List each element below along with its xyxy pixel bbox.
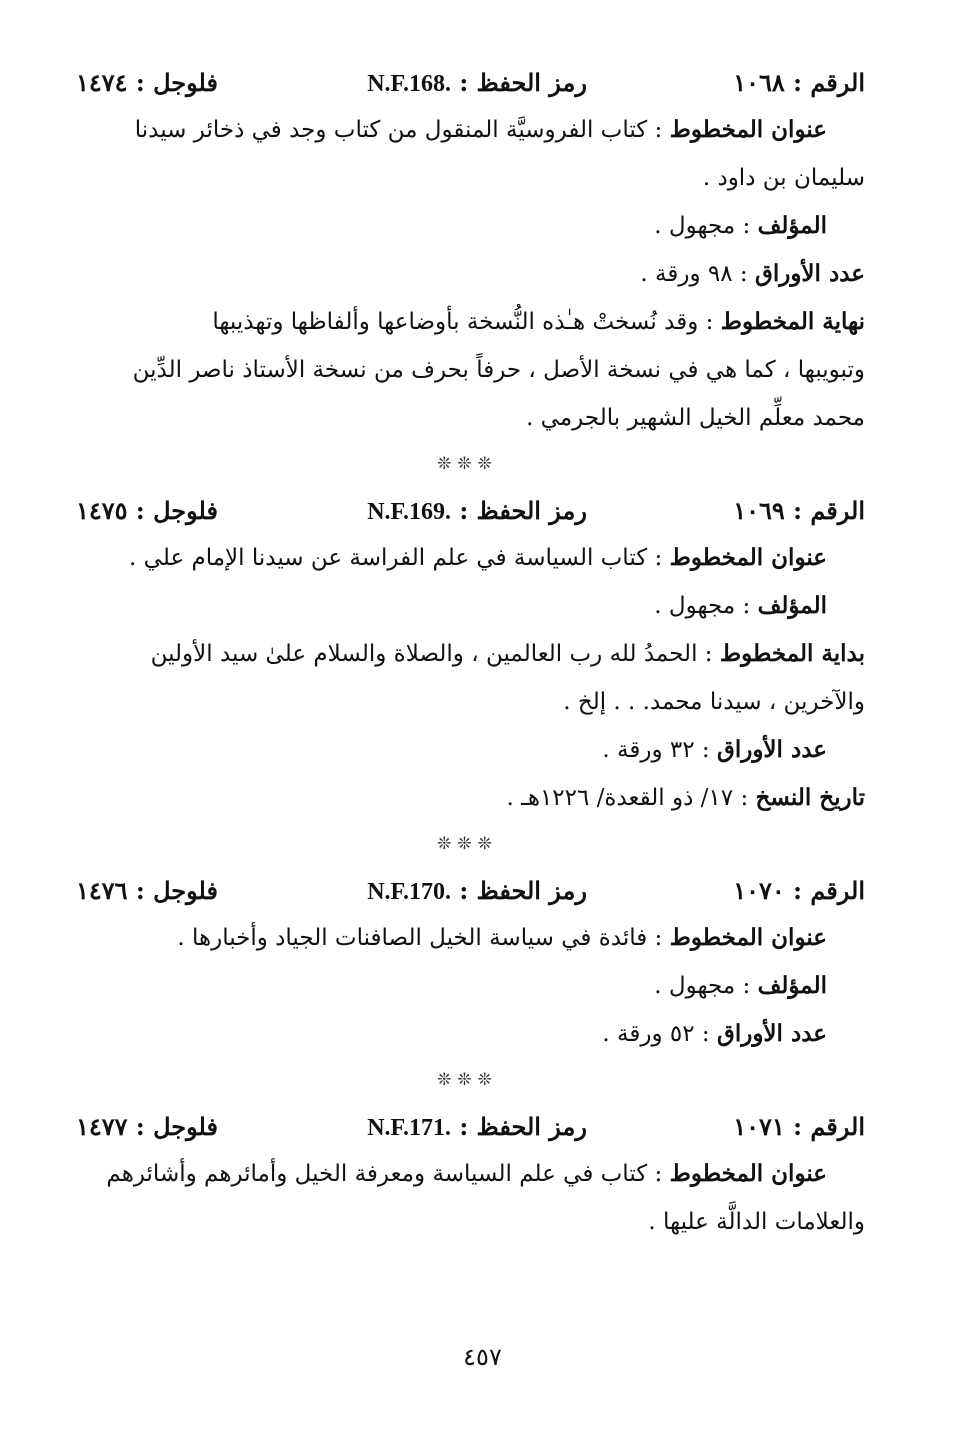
- entry-header: [70, 866, 865, 914]
- title-line: عنوان المخطوط : فائدة في سياسة الخيل الصافنات الجياد وأخبارها .: [177, 924, 827, 951]
- entry-number: الرقم : ١٠٧٠: [733, 876, 865, 905]
- entry-header: [70, 58, 865, 106]
- storage-code: رمز الحفظ : N.F.168.: [367, 68, 587, 97]
- entry-header: [70, 486, 865, 534]
- title-line: عنوان المخطوط : كتاب الفروسيَّة المنقول من كتاب وجد في ذخائر سيدنا: [134, 116, 827, 143]
- title-line: عنوان المخطوط : كتاب السياسة في علم الفراسة عن سيدنا الإمام علي .: [129, 544, 827, 571]
- title-line-cont: سليمان بن داود .: [702, 165, 865, 191]
- title-line: عنوان المخطوط : كتاب في علم السياسة ومعرفة الخيل وأمائرهم وأشائرهم: [106, 1160, 827, 1187]
- title-line-cont: والعلامات الدالَّة عليها .: [648, 1209, 865, 1235]
- entry-number: الرقم : ١٠٦٩: [733, 496, 865, 525]
- flugel-number: فلوجل : ١٤٧٥: [76, 496, 218, 525]
- end-line-cont: محمد معلِّم الخيل الشهير بالجرمي .: [526, 405, 865, 431]
- leaves-line: عدد الأوراق : ٣٢ ورقة .: [602, 736, 827, 763]
- page-body: [70, 58, 865, 1246]
- storage-code: رمز الحفظ : N.F.170.: [367, 876, 587, 905]
- flugel-number: فلوجل : ١٤٧٧: [76, 1112, 218, 1141]
- storage-code: رمز الحفظ : N.F.169.: [367, 496, 587, 525]
- entry-number: الرقم : ١٠٦٨: [733, 68, 865, 97]
- entry-header: [70, 1102, 865, 1150]
- copy-date-line: تاريخ النسخ : ١٧/ ذو القعدة/ ١٢٢٦هـ .: [506, 784, 865, 811]
- separator: ❊❊❊: [437, 834, 498, 854]
- leaves-line: عدد الأوراق : ٥٢ ورقة .: [602, 1020, 827, 1047]
- end-line: نهاية المخطوط : وقد نُسختْ هـٰذه النُّسخة بأوضاعها وألفاظها وتهذيبها: [212, 308, 865, 335]
- author-line: المؤلف : مجهول .: [654, 212, 827, 239]
- flugel-number: فلوجل : ١٤٧٤: [76, 68, 218, 97]
- begin-line: بداية المخطوط : الحمدُ لله رب العالمين ، والصلاة والسلام علىٰ سيد الأولين: [150, 640, 865, 667]
- entry-number: الرقم : ١٠٧١: [733, 1112, 865, 1141]
- author-line: المؤلف : مجهول .: [654, 592, 827, 619]
- begin-line-cont: والآخرين ، سيدنا محمد. . . إلخ .: [563, 689, 865, 715]
- end-line-cont: وتبويبها ، كما هي في نسخة الأصل ، حرفاً بحرف من نسخة الأستاذ ناصر الدِّين: [132, 357, 865, 383]
- separator: ❊❊❊: [437, 1070, 498, 1090]
- separator: ❊❊❊: [437, 454, 498, 474]
- storage-code: رمز الحفظ : N.F.171.: [367, 1112, 587, 1141]
- leaves-line: عدد الأوراق : ٩٨ ورقة .: [640, 260, 865, 287]
- page-number: ٤٥٧: [463, 1343, 502, 1371]
- flugel-number: فلوجل : ١٤٧٦: [76, 876, 218, 905]
- author-line: المؤلف : مجهول .: [654, 972, 827, 999]
